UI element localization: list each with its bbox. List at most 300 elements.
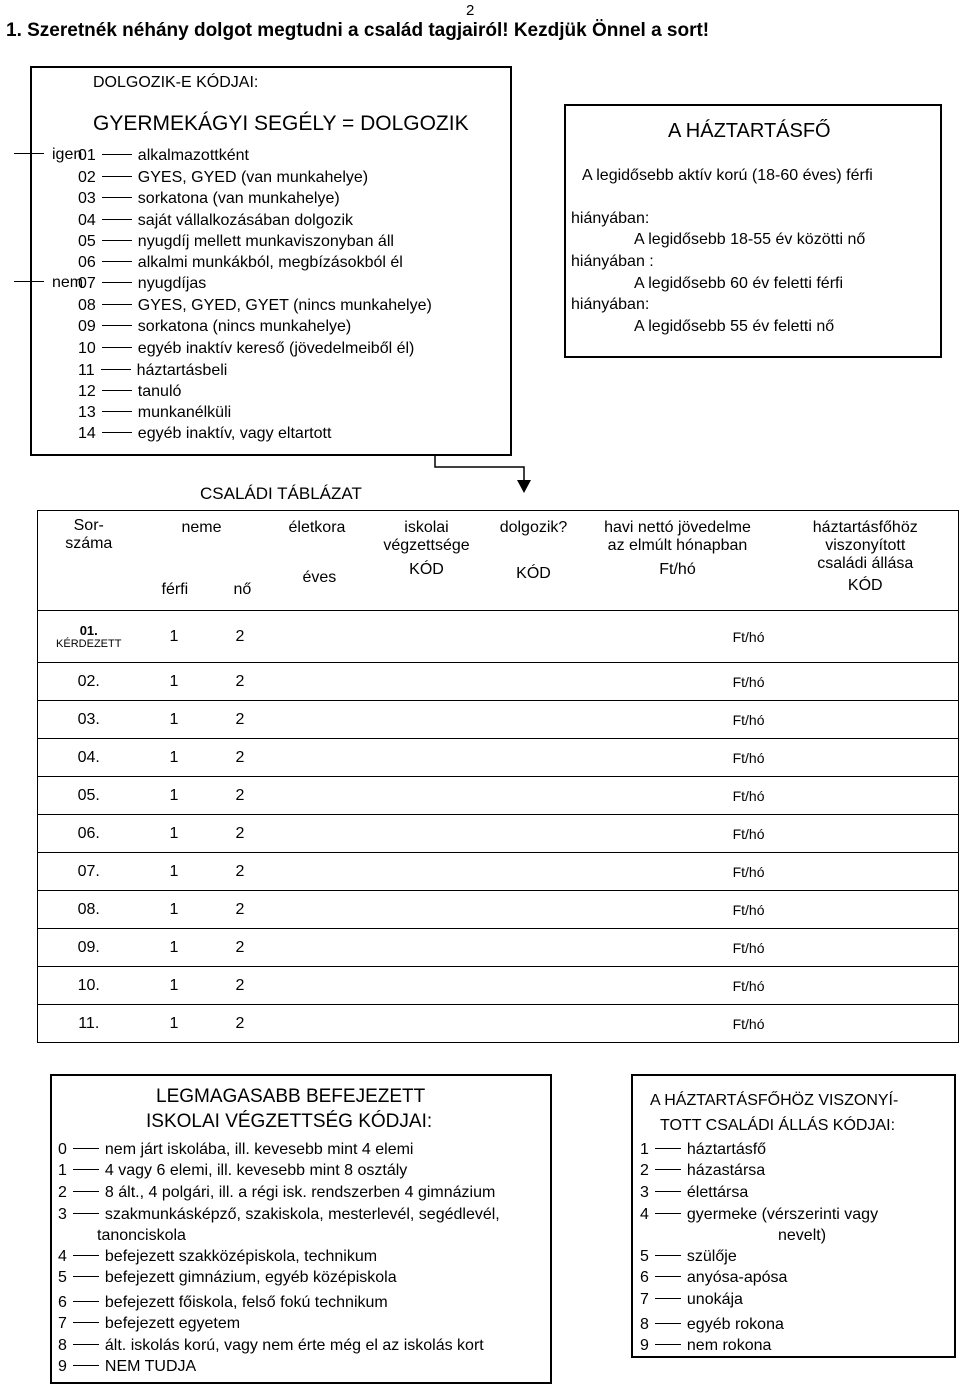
age-cell xyxy=(275,739,369,777)
worker-code-label: nyugdíj mellett munkaviszonyban áll xyxy=(137,233,394,250)
worker-code-label: háztartásbeli xyxy=(136,362,228,379)
relation-code-item xyxy=(640,1316,784,1334)
table-row xyxy=(38,701,959,739)
worker-code: 09 xyxy=(78,318,96,335)
relation-codes-title: A HÁZTARTÁSFŐHÖZ VISZONYÍ- xyxy=(650,1092,899,1109)
education-cell xyxy=(369,663,485,701)
row-number-cell xyxy=(38,701,140,739)
working-cell xyxy=(485,1005,583,1043)
header-jovedelem xyxy=(583,511,773,611)
gender-female-option: 2 xyxy=(235,786,245,804)
page-heading: 1. Szeretnék néhány dolgot megtudni a család tagjairól! Kezdjük Önnel a sort! xyxy=(6,20,710,41)
worker-code-label: sorkatona (van munkahelye) xyxy=(137,190,340,207)
income-cell xyxy=(583,967,773,1005)
nem-label: nem xyxy=(14,274,83,292)
header-iskolai xyxy=(369,511,485,611)
worker-code: 07 xyxy=(78,275,96,292)
row-number: 10. xyxy=(77,976,100,994)
table-row xyxy=(38,853,959,891)
worker-code-item xyxy=(78,190,340,208)
header-text: Ft/hó xyxy=(659,561,696,578)
education-code: 1 xyxy=(58,1162,67,1179)
income-unit: Ft/hó xyxy=(732,749,765,766)
worker-code-item xyxy=(78,318,351,336)
age-cell xyxy=(275,929,369,967)
relation-code-label: gyermeke (vérszerinti vagy xyxy=(686,1206,879,1223)
header-text: havi nettó jövedelme xyxy=(604,519,751,536)
age-cell xyxy=(275,967,369,1005)
relation-code-label: unokája xyxy=(686,1291,743,1308)
worker-code-item xyxy=(78,297,432,315)
income-unit: Ft/hó xyxy=(732,863,765,880)
gender-cell xyxy=(140,815,275,853)
row-number-cell xyxy=(38,611,140,663)
education-code-label: befejezett egyetem xyxy=(104,1315,241,1332)
income-cell xyxy=(583,1005,773,1043)
income-cell xyxy=(583,701,773,739)
dash-icon xyxy=(73,1322,99,1323)
working-cell xyxy=(485,967,583,1005)
gender-male-option: 1 xyxy=(169,976,179,994)
dash-icon xyxy=(102,240,132,241)
gender-female-option: 2 xyxy=(235,976,245,994)
header-text: nő xyxy=(233,581,252,598)
worker-code-label: egyéb inaktív, vagy eltartott xyxy=(137,425,332,442)
row-number: 05. xyxy=(77,786,100,804)
header-text: viszonyított xyxy=(825,537,906,554)
education-code-item xyxy=(58,1337,484,1355)
worker-code: 05 xyxy=(78,233,96,250)
relation-code-item xyxy=(640,1206,878,1224)
worker-code-item xyxy=(78,340,414,358)
relation-code-item xyxy=(640,1141,766,1159)
header-dolgozik xyxy=(485,511,583,611)
dash-icon xyxy=(102,261,132,262)
worker-code-label: GYES, GYED, GYET (nincs munkahelye) xyxy=(137,297,432,314)
dash-icon xyxy=(73,1365,99,1366)
row-number: 03. xyxy=(77,710,100,728)
dash-icon xyxy=(655,1169,681,1170)
header-text: családi állása xyxy=(817,555,914,572)
age-cell xyxy=(275,853,369,891)
relation-code: 2 xyxy=(640,1162,649,1179)
row-number: 11. xyxy=(78,1014,100,1032)
gender-male-option: 1 xyxy=(169,748,179,766)
worker-code: 06 xyxy=(78,254,96,271)
income-cell xyxy=(583,853,773,891)
education-code-item xyxy=(58,1248,377,1266)
relation-cell xyxy=(773,611,959,663)
relation-code: 3 xyxy=(640,1184,649,1201)
worker-code: 12 xyxy=(78,383,96,400)
gender-male-option: 1 xyxy=(169,710,179,728)
dash-icon xyxy=(102,411,132,412)
working-cell xyxy=(485,777,583,815)
education-code: 5 xyxy=(58,1269,67,1286)
gender-male-option: 1 xyxy=(169,786,179,804)
dash-icon xyxy=(102,219,132,220)
education-codes-title: LEGMAGASABB BEFEJEZETT xyxy=(156,1086,426,1107)
header-text: végzettsége xyxy=(383,537,470,554)
education-code-label: nem járt iskolába, ill. kevesebb mint 4 elemi xyxy=(104,1141,414,1158)
dash-icon xyxy=(655,1255,681,1256)
family-table xyxy=(37,510,959,1043)
row-number-cell xyxy=(38,777,140,815)
education-code-item xyxy=(58,1358,196,1376)
relation-cell xyxy=(773,739,959,777)
header-allas xyxy=(773,511,959,611)
dash-icon xyxy=(73,1276,99,1277)
worker-code-item xyxy=(78,212,353,230)
worker-code-label: tanuló xyxy=(137,383,182,400)
income-cell xyxy=(583,611,773,663)
gender-female-option: 2 xyxy=(235,1014,245,1032)
header-text: éves xyxy=(302,569,337,586)
dash-icon xyxy=(102,282,132,283)
gender-female-option: 2 xyxy=(235,938,245,956)
age-cell xyxy=(275,891,369,929)
education-code-item xyxy=(58,1162,407,1180)
row-number-cell xyxy=(38,853,140,891)
worker-codes-title: DOLGOZIK-E KÓDJAI: xyxy=(93,74,259,91)
age-cell xyxy=(275,611,369,663)
page-number: 2 xyxy=(466,2,475,19)
household-head-line: A legidősebb 18-55 év közötti nő xyxy=(634,231,866,248)
education-code-label: ált. iskolás korú, vagy nem érte még el az iskolás kort xyxy=(104,1337,484,1354)
table-row xyxy=(38,967,959,1005)
education-code-label: 4 vagy 6 elemi, ill. kevesebb mint 8 osztály xyxy=(104,1162,408,1179)
dash-icon xyxy=(73,1344,99,1345)
education-cell xyxy=(369,891,485,929)
dash-icon xyxy=(655,1344,681,1345)
worker-code-label: nyugdíjas xyxy=(137,275,207,292)
header-text: dolgozik? xyxy=(499,519,568,536)
education-code-label: befejezett főiskola, felső fokú technikum xyxy=(104,1294,388,1311)
income-cell xyxy=(583,929,773,967)
gender-cell xyxy=(140,777,275,815)
relation-code: 5 xyxy=(640,1248,649,1265)
education-code-label-cont: tanonciskola xyxy=(97,1227,186,1244)
education-code-label: befejezett gimnázium, egyéb középiskola xyxy=(104,1269,397,1286)
relation-cell xyxy=(773,967,959,1005)
education-cell xyxy=(369,929,485,967)
education-cell xyxy=(369,611,485,663)
row-number: 07. xyxy=(77,862,100,880)
dash-icon xyxy=(73,1213,99,1214)
income-cell xyxy=(583,891,773,929)
relation-cell xyxy=(773,853,959,891)
age-cell xyxy=(275,663,369,701)
relation-cell xyxy=(773,701,959,739)
household-head-line: A legidősebb 60 év feletti férfi xyxy=(634,275,844,292)
gender-cell xyxy=(140,853,275,891)
gender-male-option: 1 xyxy=(169,824,179,842)
relation-code-item xyxy=(640,1269,787,1287)
worker-code: 04 xyxy=(78,212,96,229)
worker-code-label: saját vállalkozásában dolgozik xyxy=(137,212,354,229)
gender-male-option: 1 xyxy=(169,1014,179,1032)
worker-code-item xyxy=(78,404,231,422)
dash-icon xyxy=(655,1191,681,1192)
dash-icon xyxy=(102,154,132,155)
header-text: KÓD xyxy=(847,577,883,594)
relation-code-item xyxy=(640,1162,765,1180)
income-cell xyxy=(583,815,773,853)
working-cell xyxy=(485,929,583,967)
household-head-line: hiányában: xyxy=(571,210,650,227)
worker-code-item xyxy=(78,254,403,272)
income-unit: Ft/hó xyxy=(732,787,765,804)
education-code: 7 xyxy=(58,1315,67,1332)
relation-code: 8 xyxy=(640,1316,649,1333)
worker-code: 02 xyxy=(78,169,96,186)
gender-cell xyxy=(140,611,275,663)
education-code: 6 xyxy=(58,1294,67,1311)
dash-icon xyxy=(102,197,132,198)
dash-icon xyxy=(73,1148,99,1149)
gender-cell xyxy=(140,663,275,701)
education-cell xyxy=(369,853,485,891)
header-text: KÓD xyxy=(409,561,444,578)
row-sublabel: KÉRDEZETT xyxy=(56,638,122,650)
dash-icon xyxy=(655,1213,681,1214)
igen-label: igen xyxy=(14,146,82,164)
dash-icon xyxy=(102,304,132,305)
worker-code-label: munkanélküli xyxy=(137,404,232,421)
working-cell xyxy=(485,739,583,777)
income-cell xyxy=(583,777,773,815)
dash-icon xyxy=(655,1323,681,1324)
relation-code-label: szülője xyxy=(686,1248,737,1265)
gender-female-option: 2 xyxy=(235,900,245,918)
family-table-header xyxy=(38,511,959,611)
education-code-label: 8 ált., 4 polgári, ill. a régi isk. rendszerben 4 gimnázium xyxy=(104,1184,496,1201)
header-sorszama xyxy=(38,511,140,611)
header-text: életkora xyxy=(288,519,346,536)
worker-codes-subtitle: GYERMEKÁGYI SEGÉLY = DOLGOZIK xyxy=(93,112,469,135)
education-cell xyxy=(369,815,485,853)
worker-code-item xyxy=(78,147,249,165)
row-number-cell xyxy=(38,663,140,701)
dash-icon xyxy=(101,369,131,370)
relation-cell xyxy=(773,891,959,929)
relation-cell xyxy=(773,929,959,967)
row-number-cell xyxy=(38,891,140,929)
education-code: 4 xyxy=(58,1248,67,1265)
row-number-cell xyxy=(38,739,140,777)
age-cell xyxy=(275,1005,369,1043)
income-cell xyxy=(583,739,773,777)
working-cell xyxy=(485,815,583,853)
age-cell xyxy=(275,701,369,739)
gender-male-option: 1 xyxy=(169,627,179,645)
relation-cell xyxy=(773,777,959,815)
table-row xyxy=(38,663,959,701)
worker-code-item xyxy=(78,362,227,380)
age-cell xyxy=(275,815,369,853)
education-code-item xyxy=(58,1206,500,1224)
worker-code-item xyxy=(78,169,368,187)
gender-cell xyxy=(140,739,275,777)
dash-icon xyxy=(655,1148,681,1149)
relation-code-label: anyósa-apósa xyxy=(686,1269,788,1286)
relation-code: 9 xyxy=(640,1337,649,1354)
working-cell xyxy=(485,853,583,891)
household-head-line: hiányában: xyxy=(571,296,650,313)
table-row xyxy=(38,739,959,777)
gender-female-option: 2 xyxy=(235,748,245,766)
dash-icon xyxy=(655,1276,681,1277)
worker-code: 10 xyxy=(78,340,96,357)
relation-cell xyxy=(773,1005,959,1043)
relation-code-label: házastársa xyxy=(686,1162,766,1179)
income-unit: Ft/hó xyxy=(732,1015,765,1032)
worker-code-label: egyéb inaktív kereső (jövedelmeiből él) xyxy=(137,340,415,357)
relation-code: 6 xyxy=(640,1269,649,1286)
worker-code: 03 xyxy=(78,190,96,207)
education-code: 8 xyxy=(58,1337,67,1354)
relation-code-label: egyéb rokona xyxy=(686,1316,784,1333)
education-code-label: befejezett szakközépiskola, technikum xyxy=(104,1248,378,1265)
gender-male-option: 1 xyxy=(169,672,179,690)
header-neme xyxy=(140,511,275,611)
table-row xyxy=(38,891,959,929)
household-head-line: A legidősebb aktív korú (18-60 éves) férfi xyxy=(582,167,873,184)
relation-codes-title: TOTT CSALÁDI ÁLLÁS KÓDJAI: xyxy=(660,1117,896,1134)
relation-code: 1 xyxy=(640,1141,649,1158)
income-unit: Ft/hó xyxy=(732,939,765,956)
education-code: 3 xyxy=(58,1206,67,1223)
education-code-item xyxy=(58,1141,413,1159)
income-unit: Ft/hó xyxy=(732,628,765,645)
education-code-item xyxy=(58,1269,397,1287)
worker-code: 14 xyxy=(78,425,96,442)
row-number-cell xyxy=(38,1005,140,1043)
gender-cell xyxy=(140,929,275,967)
dash-icon xyxy=(73,1255,99,1256)
worker-code-item xyxy=(78,425,331,443)
gender-male-option: 1 xyxy=(169,938,179,956)
education-cell xyxy=(369,1005,485,1043)
education-cell xyxy=(369,777,485,815)
table-row xyxy=(38,1005,959,1043)
row-number-cell xyxy=(38,967,140,1005)
header-text: iskolai xyxy=(404,519,449,536)
table-row xyxy=(38,815,959,853)
header-text: KÓD xyxy=(516,565,551,582)
gender-cell xyxy=(140,1005,275,1043)
row-number: 02. xyxy=(77,672,100,690)
education-cell xyxy=(369,967,485,1005)
row-number-cell xyxy=(38,815,140,853)
income-unit: Ft/hó xyxy=(732,825,765,842)
gender-female-option: 2 xyxy=(235,862,245,880)
worker-code-label: GYES, GYED (van munkahelye) xyxy=(137,169,369,186)
worker-code: 01 xyxy=(78,147,96,164)
dash-icon xyxy=(102,390,132,391)
relation-cell xyxy=(773,815,959,853)
dash-icon xyxy=(73,1169,99,1170)
dash-icon xyxy=(102,347,132,348)
row-number: 09. xyxy=(77,938,100,956)
working-cell xyxy=(485,891,583,929)
gender-cell xyxy=(140,967,275,1005)
header-text: Sor- xyxy=(73,517,104,534)
header-text: száma xyxy=(65,535,113,552)
income-cell xyxy=(583,663,773,701)
education-code-item xyxy=(58,1184,495,1202)
working-cell xyxy=(485,611,583,663)
education-code-label: szakmunkásképző, szakiskola, mesterlevél, segédlevél, xyxy=(104,1206,500,1223)
row-number: 06. xyxy=(77,824,100,842)
worker-code-label: alkalmi munkákból, megbízásokból él xyxy=(137,254,403,271)
education-code-label: NEM TUDJA xyxy=(104,1358,197,1375)
dash-icon xyxy=(102,432,132,433)
dash-icon xyxy=(655,1298,681,1299)
dash-icon xyxy=(73,1191,99,1192)
age-cell xyxy=(275,777,369,815)
relation-code-label-cont: nevelt) xyxy=(778,1227,827,1244)
gender-female-option: 2 xyxy=(235,672,245,690)
dash-icon xyxy=(73,1301,99,1302)
header-text: férfi xyxy=(161,581,189,598)
gender-female-option: 2 xyxy=(235,627,245,645)
relation-code-label: nem rokona xyxy=(686,1337,772,1354)
education-codes-title: ISKOLAI VÉGZETTSÉG KÓDJAI: xyxy=(146,1111,433,1132)
gender-cell xyxy=(140,701,275,739)
row-number: 01. xyxy=(79,623,98,638)
worker-code-item xyxy=(78,383,181,401)
row-number: 04. xyxy=(77,748,100,766)
worker-code-label: sorkatona (nincs munkahelye) xyxy=(137,318,352,335)
income-unit: Ft/hó xyxy=(732,977,765,994)
gender-male-option: 1 xyxy=(169,862,179,880)
gender-male-option: 1 xyxy=(169,900,179,918)
worker-code: 11 xyxy=(78,362,95,379)
worker-code: 13 xyxy=(78,404,96,421)
income-unit: Ft/hó xyxy=(732,901,765,918)
education-code-item xyxy=(58,1315,240,1333)
gender-cell xyxy=(140,891,275,929)
relation-code-item xyxy=(640,1291,743,1309)
dash-icon xyxy=(102,176,132,177)
income-unit: Ft/hó xyxy=(732,711,765,728)
header-text: háztartásfőhöz xyxy=(812,519,918,536)
table-row xyxy=(38,611,959,663)
relation-code-label: élettársa xyxy=(686,1184,749,1201)
income-unit: Ft/hó xyxy=(732,673,765,690)
worker-code-item xyxy=(78,233,394,251)
working-cell xyxy=(485,663,583,701)
relation-code: 7 xyxy=(640,1291,649,1308)
education-code-item xyxy=(58,1294,388,1312)
table-row xyxy=(38,777,959,815)
header-eletkora xyxy=(275,511,369,611)
gender-female-option: 2 xyxy=(235,824,245,842)
education-code: 9 xyxy=(58,1358,67,1375)
dash-icon xyxy=(102,325,132,326)
worker-code: 08 xyxy=(78,297,96,314)
relation-cell xyxy=(773,663,959,701)
education-cell xyxy=(369,701,485,739)
relation-code-item xyxy=(640,1248,737,1266)
row-number-cell xyxy=(38,929,140,967)
relation-code-item xyxy=(640,1337,771,1355)
worker-code-item xyxy=(78,275,206,293)
education-code: 2 xyxy=(58,1184,67,1201)
household-head-line: A legidősebb 55 év feletti nő xyxy=(634,318,835,335)
worker-code-label: alkalmazottként xyxy=(137,147,249,164)
